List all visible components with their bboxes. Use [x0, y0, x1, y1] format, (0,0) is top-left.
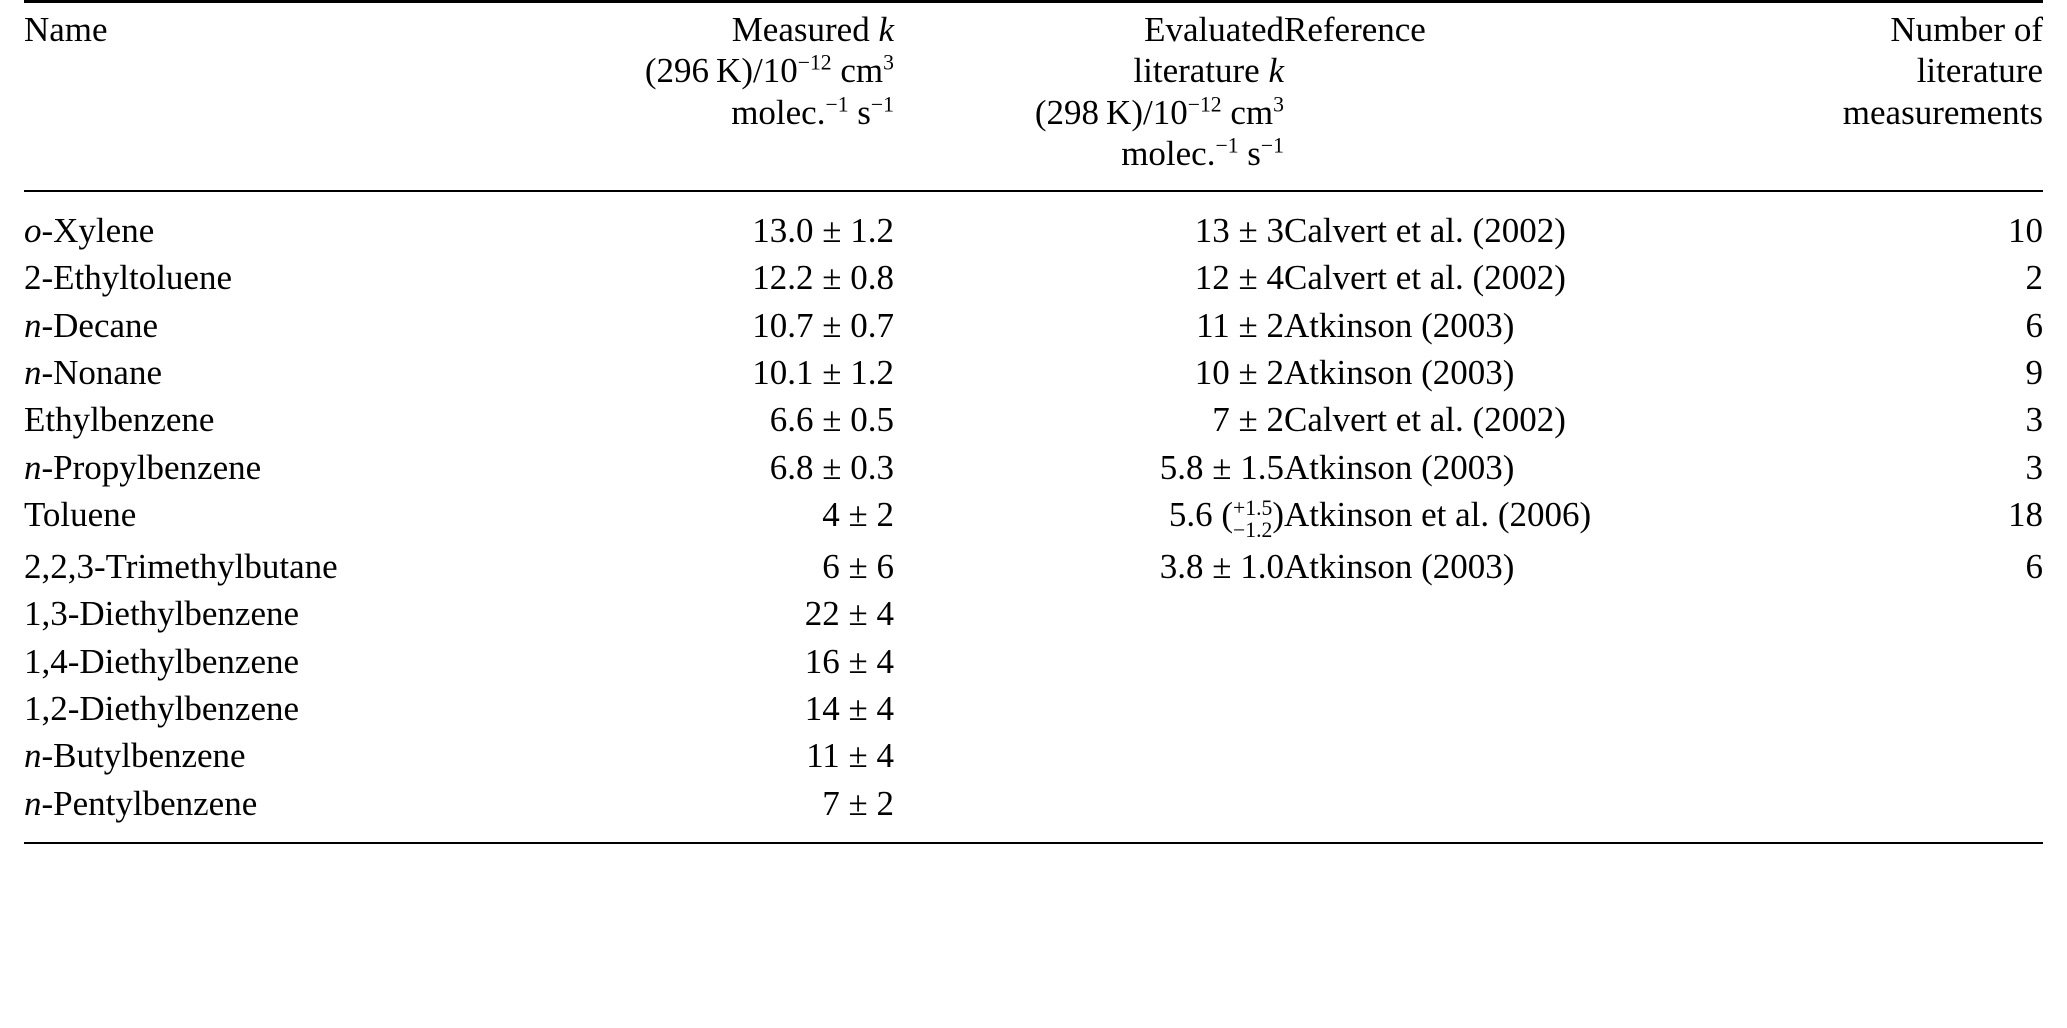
evaluated-k-base: 5.6: [1168, 494, 1213, 534]
cell-name: n-Decane: [24, 305, 159, 345]
cell-measured-k: 10.1 ± 1.2: [752, 353, 894, 393]
cell-reference: [1284, 590, 1714, 637]
cell-reference: Calvert et al. (2002): [1284, 258, 1566, 298]
table-row: [24, 396, 2043, 443]
header-line: Measured k: [731, 10, 894, 49]
evaluated-k-lower: −1.2: [1233, 517, 1273, 542]
table-row: [24, 302, 2043, 349]
column-header-reference: [1284, 2, 1714, 192]
cell-reference: Calvert et al. (2002): [1284, 191, 1714, 254]
table-row: [24, 491, 2043, 543]
cell-number-of-measurements: 6: [2025, 305, 2043, 345]
cell-name: n-Nonane: [24, 353, 163, 393]
cell-name: 2-Ethyltoluene: [24, 258, 233, 298]
cell-measured-k: 14 ± 4: [804, 688, 894, 728]
cell-reference: Atkinson et al. (2006): [1284, 494, 1592, 534]
table-row: [24, 191, 2043, 254]
cell-measured-k: 6 ± 6: [822, 547, 894, 587]
cell-evaluated-k: 7 ± 2: [1212, 400, 1284, 440]
cell-reference: [1284, 685, 1714, 732]
cell-evaluated-k: 10 ± 2: [1194, 353, 1284, 393]
cell-evaluated-k: 3.8 ± 1.0: [1159, 547, 1284, 587]
header-line: literature: [1916, 51, 2043, 91]
cell-reference: Atkinson (2003): [1284, 353, 1515, 393]
table-footer: [24, 843, 2043, 846]
cell-measured-k: 10.7 ± 0.7: [752, 305, 894, 345]
cell-name: n-Butylbenzene: [24, 736, 246, 776]
header-line: Number of: [1890, 10, 2043, 49]
table-header: [24, 2, 2043, 192]
header-line: Name: [24, 10, 108, 49]
cell-number-of-measurements: [1714, 590, 2043, 637]
cell-number-of-measurements: [1714, 732, 2043, 779]
cell-number-of-measurements: 3: [2025, 400, 2043, 440]
cell-name: 2,2,3-Trimethylbutane: [24, 547, 338, 587]
cell-reference: Atkinson (2003): [1284, 547, 1515, 587]
cell-name: o-Xylene: [24, 191, 494, 254]
cell-reference: [1284, 638, 1714, 685]
evaluated-k-upper: +1.5: [1233, 495, 1273, 520]
cell-number-of-measurements: [1714, 780, 2043, 843]
table-row: [24, 543, 2043, 590]
cell-number-of-measurements: [1714, 685, 2043, 732]
cell-reference: Atkinson (2003): [1284, 447, 1515, 487]
header-line: molec.$^{-1}$ $s^{-1}$: [1121, 133, 1284, 173]
cell-measured-k: 22 ± 4: [804, 594, 894, 634]
cell-reference: [1284, 732, 1714, 779]
cell-evaluated-k: [894, 780, 1284, 843]
table-row: [24, 349, 2043, 396]
cell-name: Toluene: [24, 494, 137, 534]
cell-name: n-Propylbenzene: [24, 447, 262, 487]
cell-number-of-measurements: 10: [1714, 191, 2043, 254]
header-line: Evaluated: [1144, 10, 1284, 49]
rate-coefficient-table: [24, 0, 2043, 846]
cell-reference: Atkinson (2003): [1284, 305, 1515, 345]
cell-evaluated-k: [894, 732, 1284, 779]
column-header-measured-k: [494, 2, 894, 192]
cell-evaluated-k: 5.6 ( +1.5 −1.2 ): [1168, 494, 1284, 542]
table-body: [24, 191, 2043, 843]
cell-evaluated-k: [894, 638, 1284, 685]
cell-number-of-measurements: 2: [2025, 258, 2043, 298]
cell-evaluated-k: 11 ± 2: [1196, 305, 1284, 345]
cell-measured-k: 11 ± 4: [806, 736, 894, 776]
cell-measured-k: 12.2 ± 0.8: [752, 258, 894, 298]
cell-number-of-measurements: 6: [2025, 547, 2043, 587]
cell-measured-k: 6.6 ± 0.5: [769, 400, 894, 440]
cell-measured-k: 16 ± 4: [804, 641, 894, 681]
table-header-row: [24, 2, 2043, 192]
column-header-number-of-measurements: [1714, 2, 2043, 192]
table-bottom-rule-row: [24, 843, 2043, 846]
cell-number-of-measurements: 3: [2025, 447, 2043, 487]
header-line: (296 $K)/10^{-12}$ $cm^3$: [644, 50, 894, 91]
table-row: [24, 638, 2043, 685]
header-line: Reference: [1284, 10, 1426, 49]
header-line: (298 $K)/10^{-12}$ $cm^3$: [1034, 91, 1284, 132]
table-row: [24, 685, 2043, 732]
cell-name: n-Pentylbenzene: [24, 783, 258, 823]
table-row: [24, 444, 2043, 491]
header-line: measurements: [1842, 92, 2043, 132]
header-line: molec.$^{-1}$ $s^{-1}$: [731, 91, 894, 132]
table-row: [24, 732, 2043, 779]
cell-evaluated-k: [894, 590, 1284, 637]
cell-name: 1,3-Diethylbenzene: [24, 594, 300, 634]
cell-reference: [1284, 780, 1714, 843]
cell-number-of-measurements: 9: [2025, 353, 2043, 393]
header-line: literature k: [1133, 51, 1284, 91]
cell-reference: Calvert et al. (2002): [1284, 400, 1566, 440]
column-header-name: [24, 2, 494, 192]
cell-number-of-measurements: [1714, 638, 2043, 685]
table-row: [24, 254, 2043, 301]
cell-measured-k: 4 ± 2: [822, 494, 894, 534]
cell-name: 1,2-Diethylbenzene: [24, 688, 300, 728]
table-row: [24, 780, 2043, 843]
cell-evaluated-k: 12 ± 4: [1194, 258, 1284, 298]
cell-evaluated-k: 5.8 ± 1.5: [1159, 447, 1284, 487]
cell-measured-k: 6.8 ± 0.3: [769, 447, 894, 487]
cell-name: 1,4-Diethylbenzene: [24, 641, 300, 681]
column-header-evaluated-k: [894, 2, 1284, 192]
cell-name: Ethylbenzene: [24, 400, 215, 440]
bottom-rule: [24, 843, 2043, 846]
cell-evaluated-k: [894, 685, 1284, 732]
table-row: [24, 590, 2043, 637]
cell-measured-k: 7 ± 2: [822, 783, 894, 823]
cell-measured-k: 13.0 ± 1.2: [494, 191, 894, 254]
cell-number-of-measurements: 18: [2008, 494, 2043, 534]
cell-evaluated-k: 13 ± 3: [894, 191, 1284, 254]
